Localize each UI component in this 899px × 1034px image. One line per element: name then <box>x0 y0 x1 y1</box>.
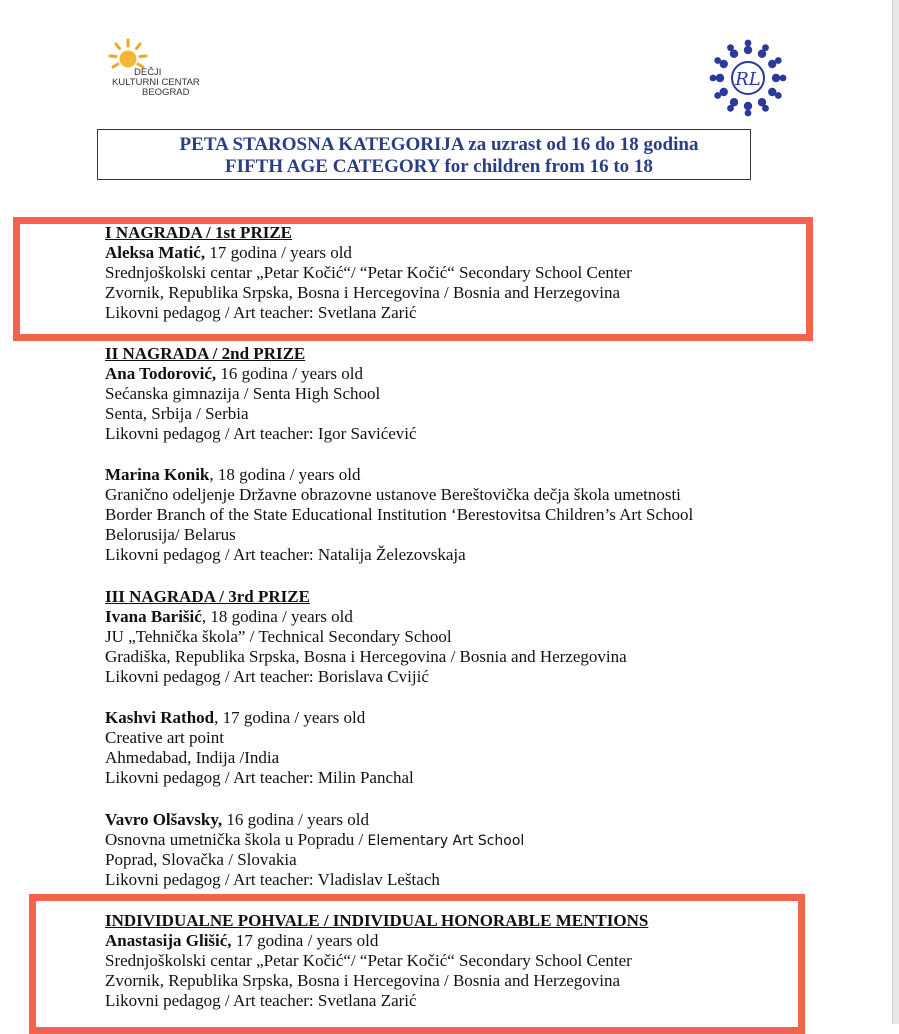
dkc-logo <box>108 38 218 108</box>
page-edge <box>892 0 899 1024</box>
rl-logo <box>708 38 788 123</box>
entry-teacher: Likovni pedagog / Art teacher: Svetlana Zarić <box>105 991 417 1010</box>
entry-teacher: Likovni pedagog / Art teacher: Igor Savićević <box>105 424 417 443</box>
winner-name: Aleksa Matić, <box>105 243 206 262</box>
entry-school <box>105 830 524 851</box>
entry-name-line <box>105 243 352 263</box>
winner-name: Anastasija Glišić, <box>105 931 232 950</box>
entry-name-line <box>105 931 378 951</box>
title-serbian: PETA STAROSNA KATEGORIJA za uzrast od 16 do 18 godina <box>179 134 699 155</box>
entry-name-line <box>105 607 353 627</box>
winner-age: 16 godina / years old <box>222 810 369 829</box>
section-heading-honorable-mentions: INDIVIDUALNE POHVALE / INDIVIDUAL HONORABLE MENTIONS <box>105 911 649 930</box>
child-figure-body <box>744 102 752 110</box>
child-figure-body <box>768 88 776 96</box>
entry-name-line <box>105 465 360 485</box>
entry-teacher: Likovni pedagog / Art teacher: Borislava Cvijić <box>105 667 429 686</box>
winner-age: , 18 godina / years old <box>209 465 361 484</box>
section-heading-second-prize: II NAGRADA / 2nd PRIZE <box>105 344 306 363</box>
entry-location: Belorusija/ Belarus <box>105 525 236 544</box>
entry-school: Creative art point <box>105 728 224 747</box>
entry-location: Zvornik, Republika Srpska, Bosna i Hercegovina / Bosnia and Herzegovina <box>105 283 621 302</box>
winner-name: Kashvi Rathod <box>105 708 215 727</box>
winner-age: , 18 godina / years old <box>201 607 353 626</box>
entry-school-serbian: Osnovna umetnička škola u Popradu / <box>105 830 368 849</box>
child-figure-body <box>730 98 738 106</box>
section-heading-third-prize: III NAGRADA / 3rd PRIZE <box>105 587 310 606</box>
entry-school-english: Elementary Art School <box>367 833 525 849</box>
entry-name-line <box>105 364 363 384</box>
winner-age: 17 godina / years old <box>231 931 379 950</box>
logo-line-1: DEČJI <box>134 67 162 78</box>
logo-line-2: KULTURNI CENTAR <box>112 77 200 88</box>
child-figure-head <box>745 110 752 117</box>
winner-name: Marina Konik <box>105 465 210 484</box>
child-figure-body <box>730 50 738 58</box>
section-heading-first-prize: I NAGRADA / 1st PRIZE <box>105 223 293 242</box>
rl-logo-text: RL <box>735 69 761 90</box>
winner-name: Ivana Barišić <box>105 607 202 626</box>
entry-location: Ahmedabad, Indija /India <box>105 748 280 767</box>
category-title-box <box>97 129 751 180</box>
child-figure-head <box>780 75 787 82</box>
entry-teacher: Likovni pedagog / Art teacher: Milin Panchal <box>105 768 414 787</box>
entry-teacher: Likovni pedagog / Art teacher: Natalija Železovskaja <box>105 545 466 564</box>
logo-line-3: BEOGRAD <box>142 87 190 98</box>
entry-location: Zvornik, Republika Srpska, Bosna i Hercegovina / Bosnia and Herzegovina <box>105 971 621 990</box>
winner-age: , 17 godina / years old <box>214 708 366 727</box>
entry-location: Poprad, Slovačka / Slovakia <box>105 850 297 869</box>
entry-location: Senta, Srbija / Serbia <box>105 404 249 423</box>
entry-name-line <box>105 708 365 728</box>
title-english: FIFTH AGE CATEGORY for children from 16 to 18 <box>225 156 653 177</box>
entry-school: Sećanska gimnazija / Senta High School <box>105 384 381 403</box>
children-circle-icon <box>708 38 788 118</box>
entry-school: Granično odeljenje Državne obrazovne ustanove Bereštovička dečja škola umetnosti <box>105 485 681 504</box>
child-figure-body <box>758 50 766 58</box>
entry-school-english: Border Branch of the State Educational Institution ‘Berestovitsa Children’s Art School <box>105 505 694 524</box>
child-figure-head <box>745 40 752 47</box>
child-figure-body <box>716 74 724 82</box>
entry-school: JU „Tehnička škola” / Technical Secondary School <box>105 627 452 646</box>
child-figure-body <box>720 88 728 96</box>
winner-age: 17 godina / years old <box>205 243 352 262</box>
winner-name: Ana Todorović, <box>105 364 217 383</box>
child-figure-body <box>744 46 752 54</box>
entry-school: Srednjoškolski centar „Petar Kočić“/ “Petar Kočić“ Secondary School Center <box>105 263 632 282</box>
entry-name-line <box>105 810 369 830</box>
entry-teacher: Likovni pedagog / Art teacher: Vladislav Leštach <box>105 870 440 889</box>
winner-name: Vavro Olšavsky, <box>105 810 223 829</box>
child-figure-body <box>768 60 776 68</box>
child-figure-body <box>720 60 728 68</box>
entry-location: Gradiška, Republika Srpska, Bosna i Hercegovina / Bosnia and Herzegovina <box>105 647 627 666</box>
entry-teacher: Likovni pedagog / Art teacher: Svetlana Zarić <box>105 303 417 322</box>
child-figure-body <box>772 74 780 82</box>
child-figure-head <box>710 75 717 82</box>
child-figure-body <box>758 98 766 106</box>
entry-school: Srednjoškolski centar „Petar Kočić“/ “Petar Kočić“ Secondary School Center <box>105 951 632 970</box>
winner-age: 16 godina / years old <box>216 364 364 383</box>
